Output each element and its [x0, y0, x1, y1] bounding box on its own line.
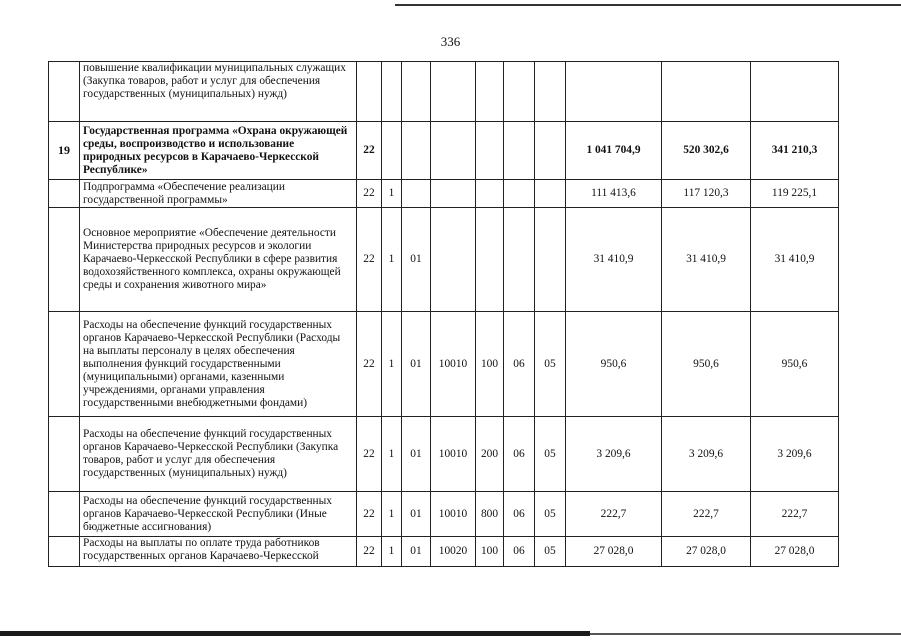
subprogram-code: 1: [382, 180, 402, 208]
table-row: [49, 537, 839, 567]
expense-name: повышение квалификации муниципальных служащих (Закупка товаров, работ и услуг для обеспечения государственных (муниципальных) нужд): [80, 62, 357, 122]
subsection-code: 05: [535, 312, 566, 417]
table-row: [49, 492, 839, 537]
expense-name: Подпрограмма «Обеспечение реализации государственной программы»: [80, 180, 357, 208]
scan-edge-bottom: [0, 631, 590, 636]
subprogram-code: 1: [382, 492, 402, 537]
amount-year-3: 27 028,0: [751, 537, 839, 567]
amount-year-2: 950,6: [662, 312, 751, 417]
section-code: 06: [504, 417, 535, 492]
activity-code: [402, 62, 431, 122]
subsection-code: [535, 122, 566, 180]
expense-type-code: [476, 180, 504, 208]
table-row: [49, 122, 839, 180]
expense-name: Государственная программа «Охрана окружающей среды, воспроизводство и использование природных ресурсов в Карачаево-Черкесской Республике»: [80, 122, 357, 180]
row-number: [49, 417, 80, 492]
scan-edge-bottom-thin: [590, 633, 901, 635]
amount-year-2: 31 410,9: [662, 208, 751, 312]
section-code: [504, 208, 535, 312]
amount-year-2: 117 120,3: [662, 180, 751, 208]
amount-year-2: 3 209,6: [662, 417, 751, 492]
activity-code: [402, 122, 431, 180]
section-code: [504, 180, 535, 208]
amount-year-1: [566, 62, 662, 122]
subprogram-code: 1: [382, 417, 402, 492]
direction-code: 10010: [431, 417, 476, 492]
expense-name: Расходы на обеспечение функций государственных органов Карачаево-Черкесской Республики (Иные бюджетные ассигнования): [80, 492, 357, 537]
program-code: 22: [357, 180, 382, 208]
subprogram-code: 1: [382, 208, 402, 312]
program-code: [357, 62, 382, 122]
row-number: [49, 492, 80, 537]
subprogram-code: [382, 62, 402, 122]
program-code: 22: [357, 122, 382, 180]
subprogram-code: 1: [382, 537, 402, 567]
row-number: [49, 180, 80, 208]
activity-code: 01: [402, 492, 431, 537]
table-row: [49, 417, 839, 492]
section-code: 06: [504, 537, 535, 567]
expense-type-code: [476, 208, 504, 312]
program-code: 22: [357, 492, 382, 537]
amount-year-2: 520 302,6: [662, 122, 751, 180]
table-row: [49, 312, 839, 417]
amount-year-1: 222,7: [566, 492, 662, 537]
subprogram-code: [382, 122, 402, 180]
program-code: 22: [357, 312, 382, 417]
subsection-code: [535, 62, 566, 122]
program-code: 22: [357, 417, 382, 492]
direction-code: [431, 122, 476, 180]
table-row: [49, 62, 839, 122]
amount-year-3: 119 225,1: [751, 180, 839, 208]
activity-code: 01: [402, 417, 431, 492]
row-number: [49, 537, 80, 567]
section-code: 06: [504, 492, 535, 537]
amount-year-3: 3 209,6: [751, 417, 839, 492]
section-code: 06: [504, 312, 535, 417]
activity-code: 01: [402, 208, 431, 312]
amount-year-3: 31 410,9: [751, 208, 839, 312]
direction-code: 10020: [431, 537, 476, 567]
table-row: [49, 180, 839, 208]
amount-year-2: 222,7: [662, 492, 751, 537]
activity-code: 01: [402, 312, 431, 417]
expense-type-code: [476, 62, 504, 122]
page-number: 336: [440, 34, 461, 49]
activity-code: [402, 180, 431, 208]
amount-year-1: 111 413,6: [566, 180, 662, 208]
subsection-code: [535, 208, 566, 312]
row-number: [49, 208, 80, 312]
scan-edge-top: [395, 4, 901, 6]
amount-year-3: 341 210,3: [751, 122, 839, 180]
amount-year-1: 3 209,6: [566, 417, 662, 492]
subprogram-code: 1: [382, 312, 402, 417]
table-row: [49, 208, 839, 312]
expense-name: Расходы на обеспечение функций государственных органов Карачаево-Черкесской Республики (Закупка товаров, работ и услуг для обеспечения государственных (муниципальных) нужд): [80, 417, 357, 492]
direction-code: 10010: [431, 492, 476, 537]
program-code: 22: [357, 537, 382, 567]
subsection-code: [535, 180, 566, 208]
subsection-code: 05: [535, 492, 566, 537]
budget-table: [48, 61, 839, 567]
direction-code: [431, 208, 476, 312]
activity-code: 01: [402, 537, 431, 567]
section-code: [504, 62, 535, 122]
expense-type-code: 200: [476, 417, 504, 492]
subsection-code: 05: [535, 417, 566, 492]
expense-type-code: 100: [476, 537, 504, 567]
expense-name: Расходы на обеспечение функций государственных органов Карачаево-Черкесской Республики (Расходы на выплаты персоналу в целях обеспечения выполнения функций государственными (муниципальными) органами, казенными учреждениями, органами управления государственными внебюджетными фондами): [80, 312, 357, 417]
direction-code: 10010: [431, 312, 476, 417]
section-code: [504, 122, 535, 180]
direction-code: [431, 62, 476, 122]
row-number: [49, 312, 80, 417]
amount-year-1: 27 028,0: [566, 537, 662, 567]
expense-name: Расходы на выплаты по оплате труда работников государственных органов Карачаево-Черкесской: [80, 537, 357, 567]
amount-year-3: 950,6: [751, 312, 839, 417]
amount-year-1: 31 410,9: [566, 208, 662, 312]
amount-year-2: 27 028,0: [662, 537, 751, 567]
amount-year-1: 1 041 704,9: [566, 122, 662, 180]
expense-name: Основное мероприятие «Обеспечение деятельности Министерства природных ресурсов и экологии Карачаево-Черкесской Республики в сфере развития водохозяйственного комплекса, охраны окружающей среды и сохранения животного мира»: [80, 208, 357, 312]
row-number: [49, 62, 80, 122]
amount-year-3: [751, 62, 839, 122]
amount-year-2: [662, 62, 751, 122]
subsection-code: 05: [535, 537, 566, 567]
row-number: 19: [49, 122, 80, 180]
amount-year-1: 950,6: [566, 312, 662, 417]
direction-code: [431, 180, 476, 208]
expense-type-code: [476, 122, 504, 180]
expense-type-code: 100: [476, 312, 504, 417]
program-code: 22: [357, 208, 382, 312]
expense-type-code: 800: [476, 492, 504, 537]
amount-year-3: 222,7: [751, 492, 839, 537]
